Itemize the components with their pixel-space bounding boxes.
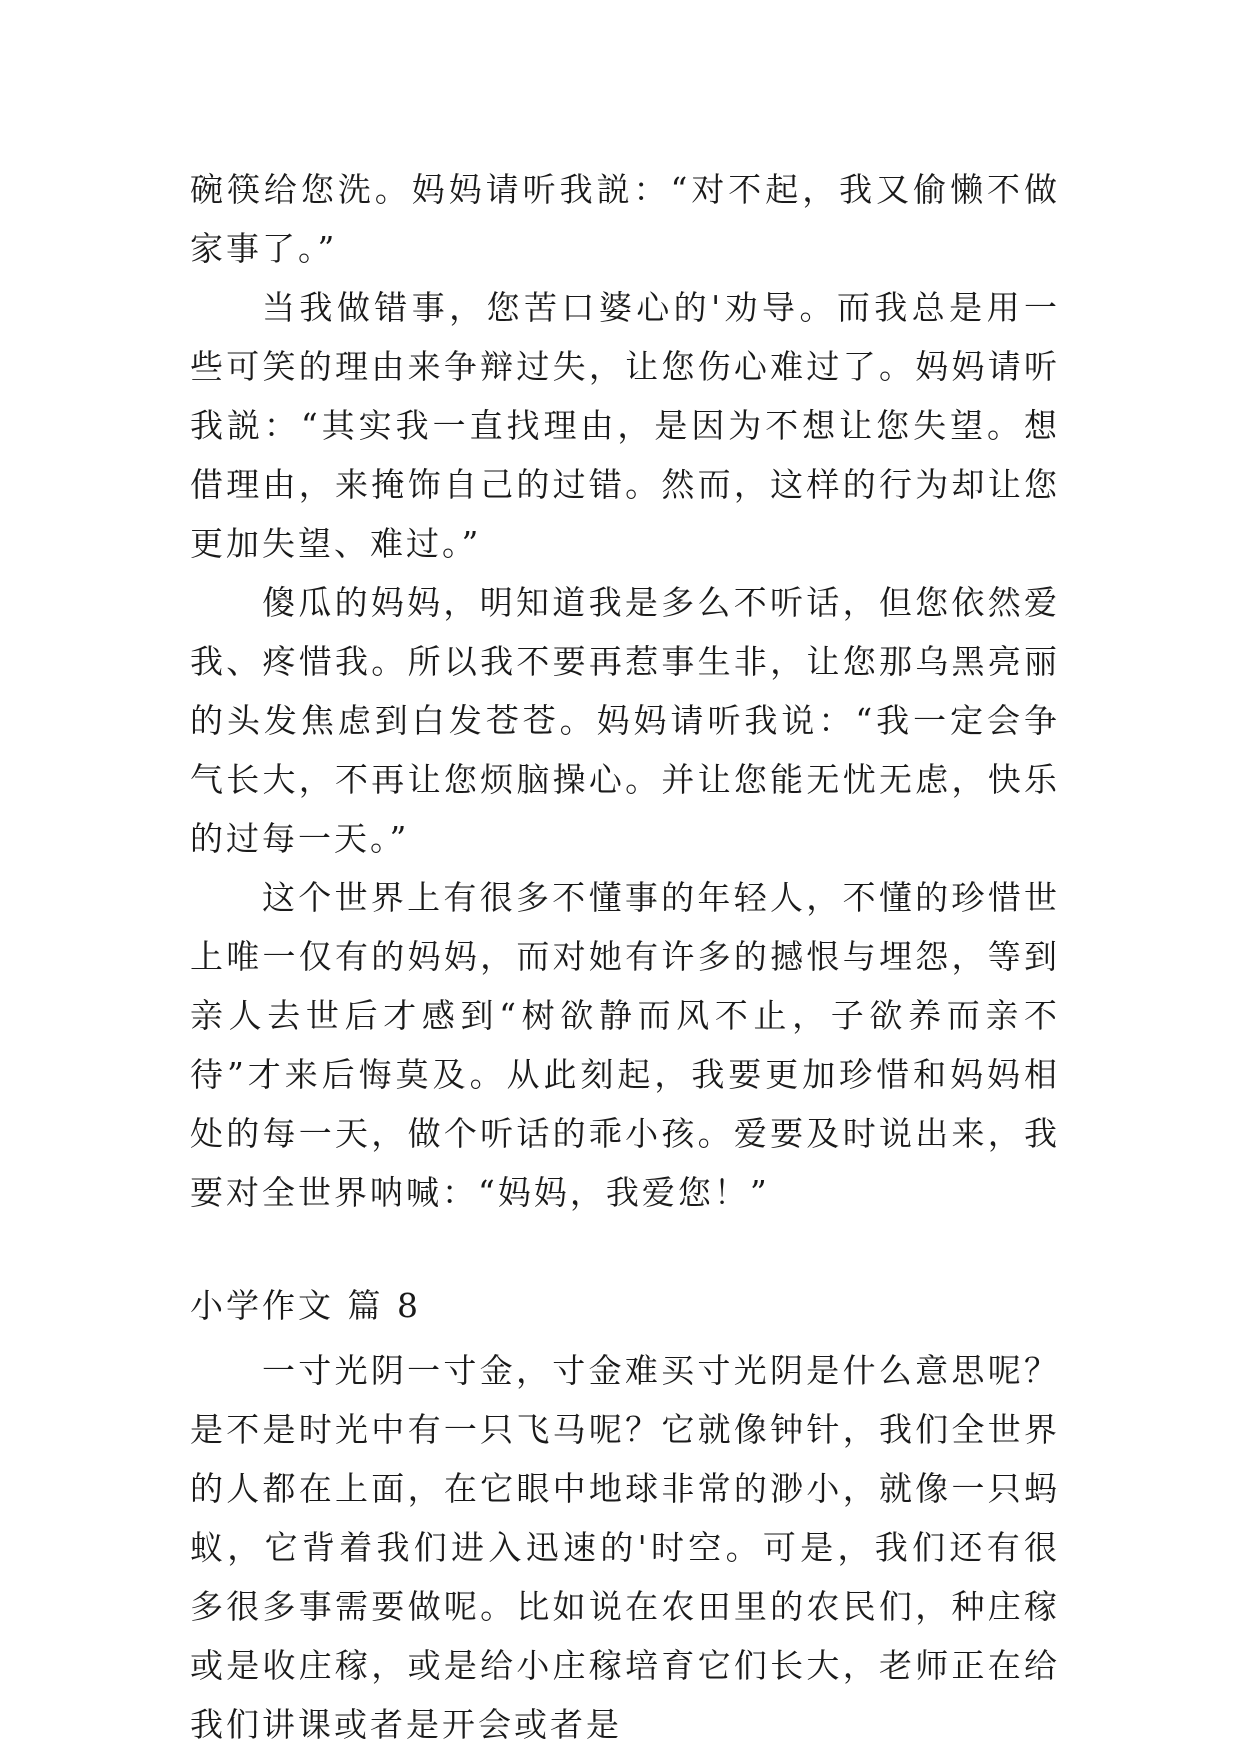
section-title: 小学作文 篇 8 [190,1286,421,1325]
paragraph-5: 一寸光阴一寸金，寸金难买寸光阴是什么意思呢？是不是时光中有一只飞马呢？它就像钟针，我们全世界的人都在上面，在它眼中地球非常的渺小，就像一只蚂蚁，它背着我们进入迅速的'时空。可是，我们还有很多很多事需要做呢。比如说在农田里的农民们，种庄稼或是收庄稼，或是给小庄稼培育它们长大，老师正在给我们讲课或者是开会或者是 [190,1351,1060,1744]
paragraph-2: 当我做错事，您苦口婆心的'劝导。而我总是用一些可笑的理由来争辩过失，让您伤心难过了。妈妈请听我説：“其实我一直找理由，是因为不想让您失望。想借理由，来掩饰自己的过错。然而，这样的行为却让您更加失望、难过。” [190,288,1060,563]
document-body [190,160,1060,1754]
paragraph-3: 傻瓜的妈妈，明知道我是多么不听话，但您依然爱我、疼惜我。所以我不要再惹事生非，让您那乌黑亮丽的头发焦虑到白发苍苍。妈妈请听我说：“我一定会争气长大，不再让您烦脑操心。并让您能无忧无虑，快乐的过每一天。” [190,583,1060,858]
paragraph-1: 碗筷给您洗。妈妈请听我説：“对不起，我又偷懒不做家事了。” [190,170,1060,268]
paragraph-4: 这个世界上有很多不懂事的年轻人，不懂的珍惜世上唯一仅有的妈妈，而对她有许多的撼恨与埋怨，等到亲人去世后才感到“树欲静而风不止，子欲养而亲不待”才来后悔莫及。从此刻起，我要更加珍惜和妈妈相处的每一天，做个听话的乖小孩。爱要及时说出来，我要对全世界呐喊：“妈妈，我爱您！” [190,878,1060,1212]
